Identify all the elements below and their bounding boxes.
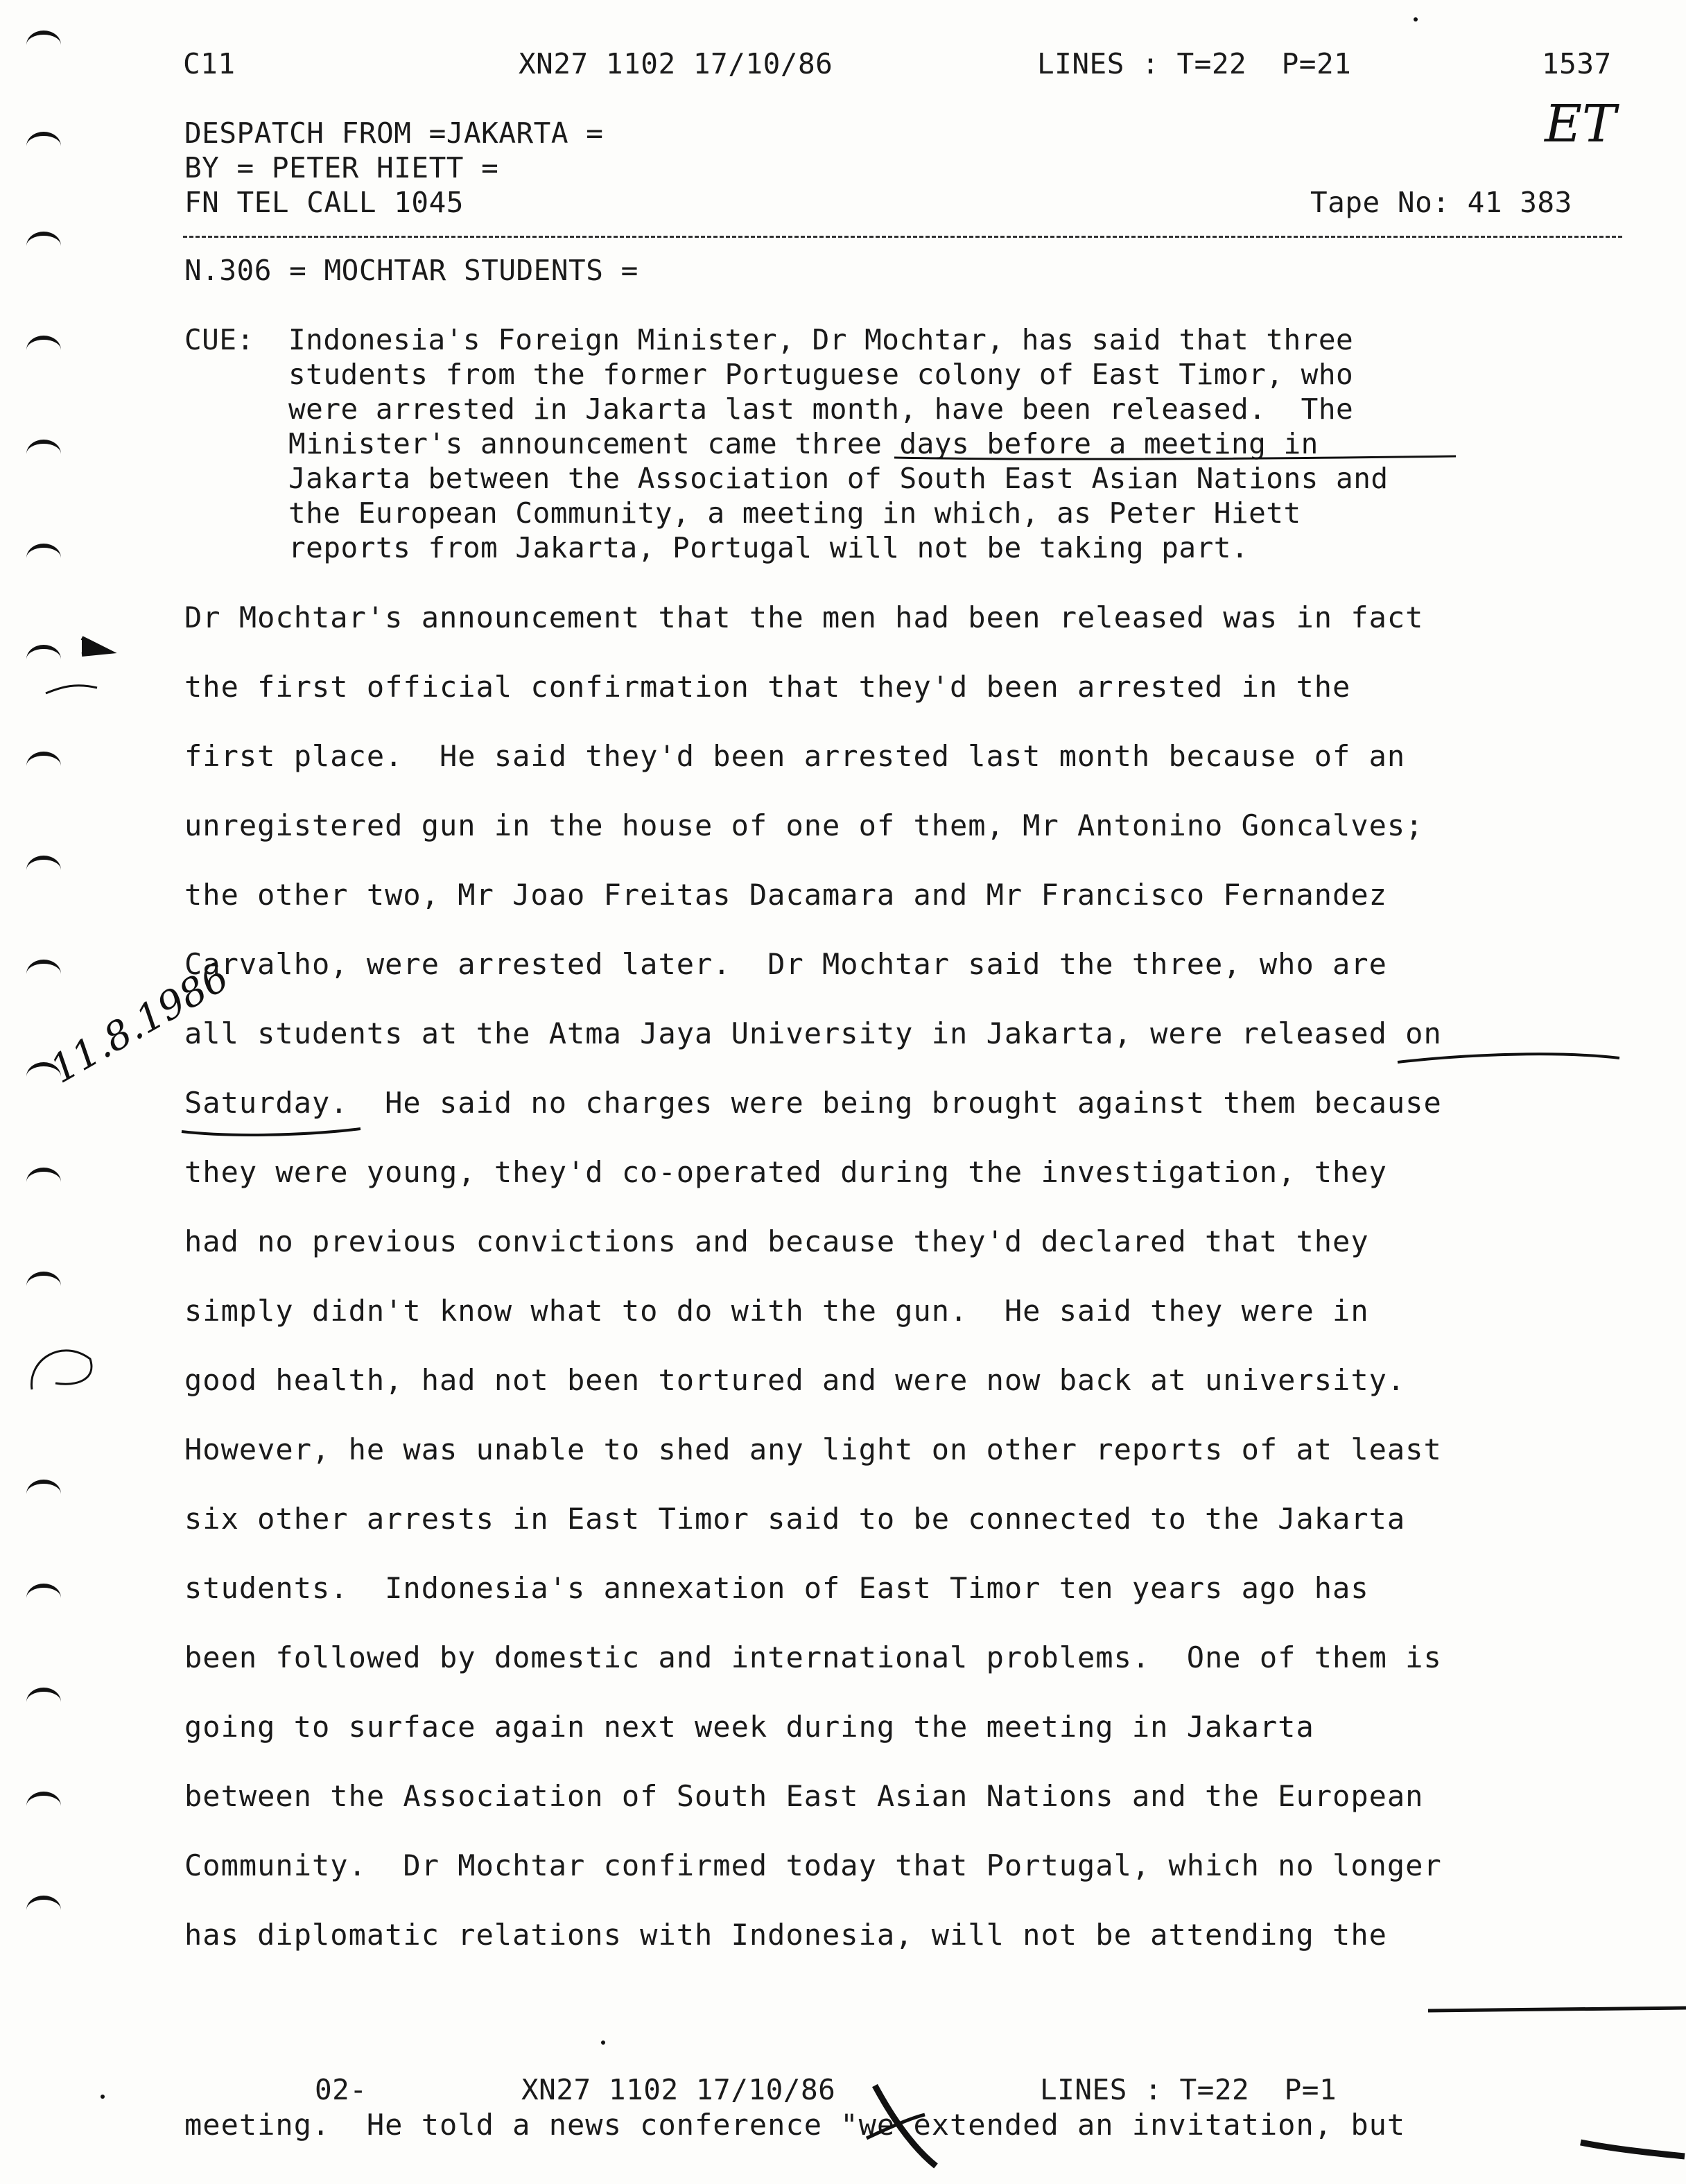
header-page-number: 1537 xyxy=(1542,47,1612,80)
header-line-count: LINES : T=22 P=21 xyxy=(1037,47,1352,80)
stray-dot xyxy=(601,2040,605,2045)
body-line: Community. Dr Mochtar confirmed today that Portugal, which no longer xyxy=(184,1848,1442,1882)
right-stroke xyxy=(1428,2008,1686,2011)
cue-line: the European Community, a meeting in which, as Peter Hiett xyxy=(288,496,1301,530)
body-line: the first official confirmation that they'd been arrested in the xyxy=(184,670,1351,704)
handwritten-mark: ET xyxy=(1545,94,1617,154)
margin-date-note: 11.8.1986 xyxy=(42,954,237,1093)
page2-body-line: meeting. He told a news conference "we extended an invitation, but xyxy=(184,2108,1406,2142)
punch-hole-mark xyxy=(26,1062,61,1091)
margin-scribble xyxy=(46,686,97,693)
underline-released-on xyxy=(1398,1054,1619,1062)
punch-hole-mark xyxy=(26,856,61,885)
punch-hole-mark xyxy=(26,1688,61,1717)
body-line: going to surface again next week during the meeting in Jakarta xyxy=(184,1710,1314,1744)
item-title: N.306 = MOCHTAR STUDENTS = xyxy=(184,254,638,287)
body-line: students. Indonesia's annexation of East Timor ten years ago has xyxy=(184,1571,1369,1605)
stray-dot xyxy=(101,2095,105,2099)
despatch-from: DESPATCH FROM =JAKARTA = xyxy=(184,116,604,150)
body-line: all students at the Atma Jaya University in Jakarta, were released on xyxy=(184,1016,1442,1050)
punch-hole-mark xyxy=(26,544,61,573)
punch-hole-mark xyxy=(26,31,61,60)
margin-arrow xyxy=(82,638,110,655)
punch-hole-mark xyxy=(26,1584,61,1613)
punch-hole-mark xyxy=(26,645,61,674)
body-line: However, he was unable to shed any light on other reports of at least xyxy=(184,1432,1442,1466)
punch-hole-mark xyxy=(26,1272,61,1301)
page2-line-count: LINES : T=22 P=1 xyxy=(1040,2073,1337,2106)
body-line: first place. He said they'd been arrested last month because of an xyxy=(184,739,1406,773)
punch-hole-mark xyxy=(26,1792,61,1821)
despatch-by: BY = PETER HIETT = xyxy=(184,151,499,184)
punch-hole-mark xyxy=(26,1168,61,1197)
body-line: they were young, they'd co-operated during the investigation, they xyxy=(184,1155,1387,1189)
body-line: Dr Mochtar's announcement that the men had been released was in fact xyxy=(184,600,1424,634)
cue-label: CUE: xyxy=(184,323,254,356)
underline-saturday xyxy=(182,1129,360,1135)
body-line: has diplomatic relations with Indonesia, will not be attending the xyxy=(184,1918,1387,1952)
punch-hole-mark xyxy=(26,1896,61,1925)
body-line: six other arrests in East Timor said to be connected to the Jakarta xyxy=(184,1502,1406,1536)
body-line: simply didn't know what to do with the gun. He said they were in xyxy=(184,1294,1369,1328)
page2-reference: XN27 1102 17/10/86 xyxy=(521,2073,836,2106)
stray-dot xyxy=(1414,17,1418,21)
cue-line: students from the former Portuguese colony of East Timor, who xyxy=(288,358,1354,391)
punch-hole-mark xyxy=(26,336,61,365)
body-line: unregistered gun in the house of one of them, Mr Antonino Goncalves; xyxy=(184,808,1424,842)
punch-hole-mark xyxy=(26,232,61,261)
tape-number: Tape No: 41 383 xyxy=(1310,186,1572,219)
body-line: been followed by domestic and international problems. One of them is xyxy=(184,1640,1442,1674)
punch-hole-mark xyxy=(26,1480,61,1509)
body-line: between the Association of South East Asian Nations and the European xyxy=(184,1779,1424,1813)
punch-hole-mark xyxy=(26,440,61,469)
body-line: Saturday. He said no charges were being brought against them because xyxy=(184,1086,1442,1120)
right-stroke-bottom xyxy=(1581,2142,1685,2156)
body-line: Carvalho, were arrested later. Dr Mochtar said the three, who are xyxy=(184,947,1387,981)
cue-line: Minister's announcement came three days before a meeting in xyxy=(288,427,1319,460)
header-code: C11 xyxy=(183,47,236,80)
cue-line: reports from Jakarta, Portugal will not be taking part. xyxy=(288,531,1249,564)
despatch-call: FN TEL CALL 1045 xyxy=(184,186,464,219)
punch-hole-mark xyxy=(26,752,61,781)
body-line: good health, had not been tortured and were now back at university. xyxy=(184,1363,1406,1397)
header-divider xyxy=(183,236,1622,238)
page2-code: 02- xyxy=(315,2073,367,2106)
body-line: the other two, Mr Joao Freitas Dacamara and Mr Francisco Fernandez xyxy=(184,878,1387,912)
cue-line: Jakarta between the Association of South East Asian Nations and xyxy=(288,462,1389,495)
header-reference: XN27 1102 17/10/86 xyxy=(519,47,833,80)
cue-line: were arrested in Jakarta last month, have been released. The xyxy=(288,392,1354,426)
margin-circle xyxy=(32,1351,92,1389)
punch-hole-mark xyxy=(26,132,61,161)
cue-line: Indonesia's Foreign Minister, Dr Mochtar, has said that three xyxy=(288,323,1354,356)
punch-hole-mark xyxy=(26,960,61,989)
body-line: had no previous convictions and because they'd declared that they xyxy=(184,1224,1369,1258)
